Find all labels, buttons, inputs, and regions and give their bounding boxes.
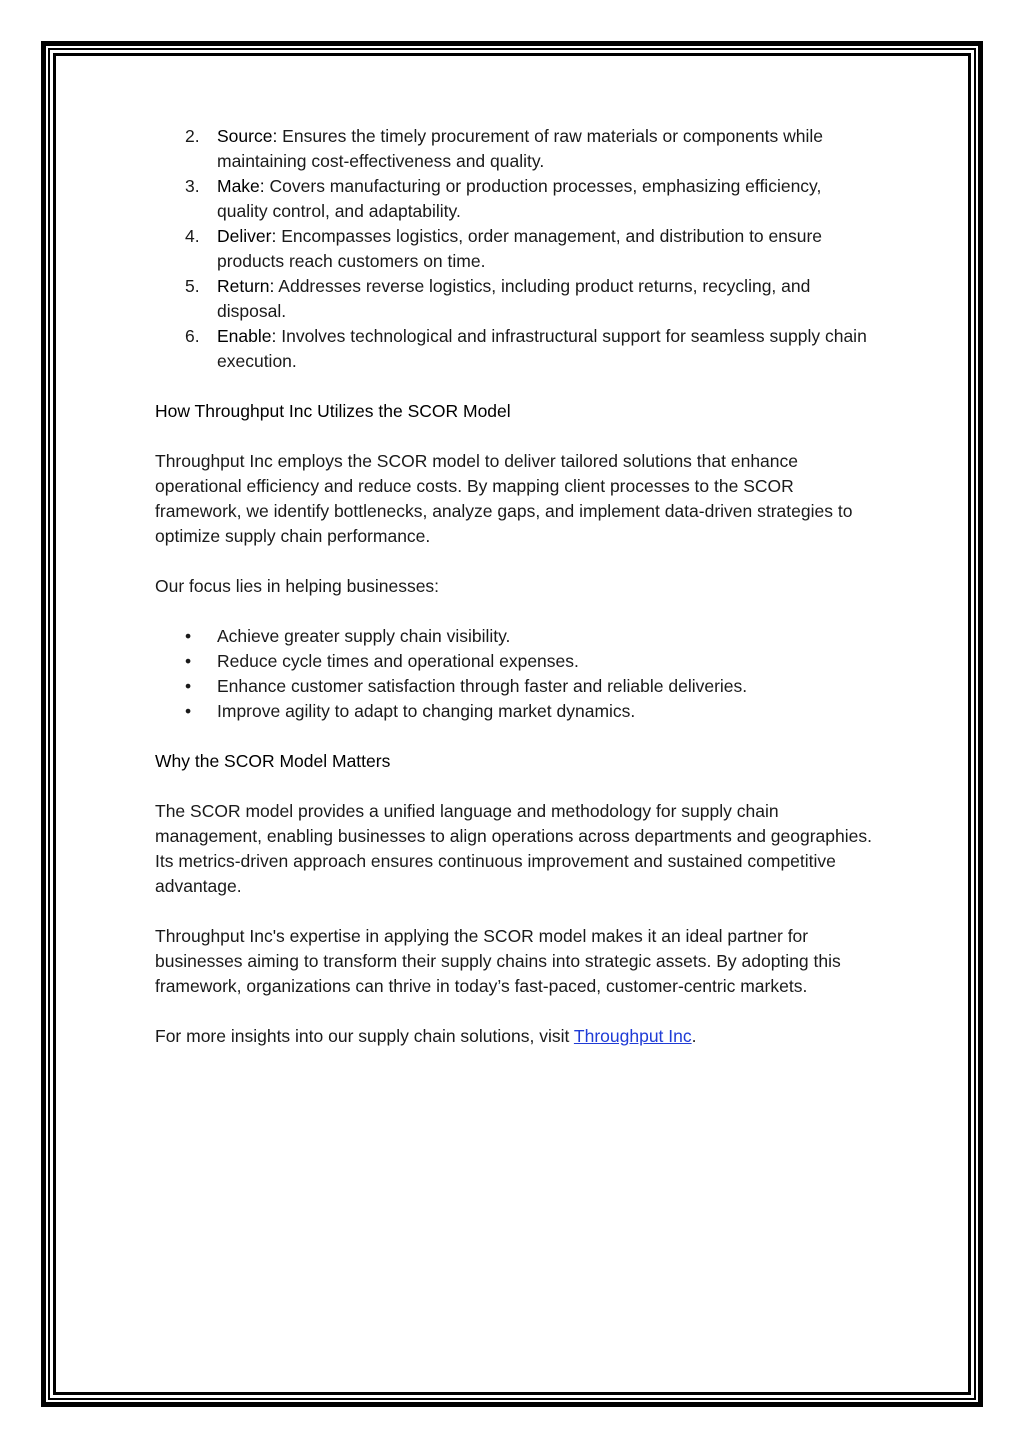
bullet-icon: • bbox=[185, 651, 192, 671]
focus-bullet-list bbox=[155, 624, 875, 724]
step-description: Covers manufacturing or production processes, emphasizing efficiency, quality control, and adaptability. bbox=[217, 176, 822, 221]
list-number: 2. bbox=[185, 126, 200, 146]
bullet-text: Achieve greater supply chain visibility. bbox=[217, 626, 511, 646]
step-term: Return: bbox=[217, 276, 275, 296]
step-term: Make: bbox=[217, 176, 265, 196]
step-term: Enable: bbox=[217, 326, 277, 346]
list-item bbox=[155, 124, 875, 174]
step-description: Involves technological and infrastructural support for seamless supply chain execution. bbox=[217, 326, 867, 371]
paragraph-scor-usage: Throughput Inc employs the SCOR model to deliver tailored solutions that enhance operational efficiency and reduce costs. By mapping client processes to the SCOR framework, we identify bottlenecks, analyze gaps, and implement data-driven strategies to optimize supply chain performance. bbox=[155, 451, 853, 546]
bullet-icon: • bbox=[185, 626, 192, 646]
document-body bbox=[155, 124, 875, 1049]
closing-period: . bbox=[691, 1026, 697, 1046]
bullet-icon: • bbox=[185, 676, 192, 696]
bullet-text: Reduce cycle times and operational expenses. bbox=[217, 651, 579, 671]
bullet-icon: • bbox=[185, 701, 192, 721]
list-item bbox=[155, 674, 875, 699]
closing-text: For more insights into our supply chain solutions, visit bbox=[155, 1026, 574, 1046]
list-number: 6. bbox=[185, 326, 200, 346]
paragraph-closing bbox=[155, 1024, 875, 1049]
paragraph-focus-intro: Our focus lies in helping businesses: bbox=[155, 576, 440, 596]
step-description: Encompasses logistics, order management, and distribution to ensure products reach customers on time. bbox=[217, 226, 823, 271]
list-number: 5. bbox=[185, 276, 200, 296]
list-item bbox=[155, 624, 875, 649]
list-item bbox=[155, 699, 875, 724]
list-number: 4. bbox=[185, 226, 200, 246]
list-item bbox=[155, 174, 875, 224]
paragraph-throughput-expertise: Throughput Inc's expertise in applying the SCOR model makes it an ideal partner for businesses aiming to transform their supply chains into strategic assets. By adopting this framework, organizations can thrive in today’s fast-paced, customer-centric markets. bbox=[155, 926, 841, 996]
step-description: Ensures the timely procurement of raw materials or components while maintaining cost-effectiveness and quality. bbox=[217, 126, 823, 171]
list-item bbox=[155, 649, 875, 674]
bullet-text: Improve agility to adapt to changing market dynamics. bbox=[217, 701, 636, 721]
step-term: Source: bbox=[217, 126, 278, 146]
section-heading-why-scor: Why the SCOR Model Matters bbox=[155, 751, 391, 771]
scor-steps-list bbox=[155, 124, 875, 374]
list-item bbox=[155, 324, 875, 374]
step-term: Deliver: bbox=[217, 226, 277, 246]
bullet-text: Enhance customer satisfaction through faster and reliable deliveries. bbox=[217, 676, 748, 696]
section-heading-throughput: How Throughput Inc Utilizes the SCOR Model bbox=[155, 401, 511, 421]
list-number: 3. bbox=[185, 176, 200, 196]
list-item bbox=[155, 274, 875, 324]
throughput-inc-link[interactable]: Throughput Inc bbox=[573, 1026, 692, 1046]
list-item bbox=[155, 224, 875, 274]
step-description: Addresses reverse logistics, including product returns, recycling, and disposal. bbox=[217, 276, 811, 321]
paragraph-scor-benefits: The SCOR model provides a unified language and methodology for supply chain management, enabling businesses to align operations across departments and geographies. Its metrics-driven approach ensures continuous improvement and sustained competitive advantage. bbox=[155, 801, 872, 896]
